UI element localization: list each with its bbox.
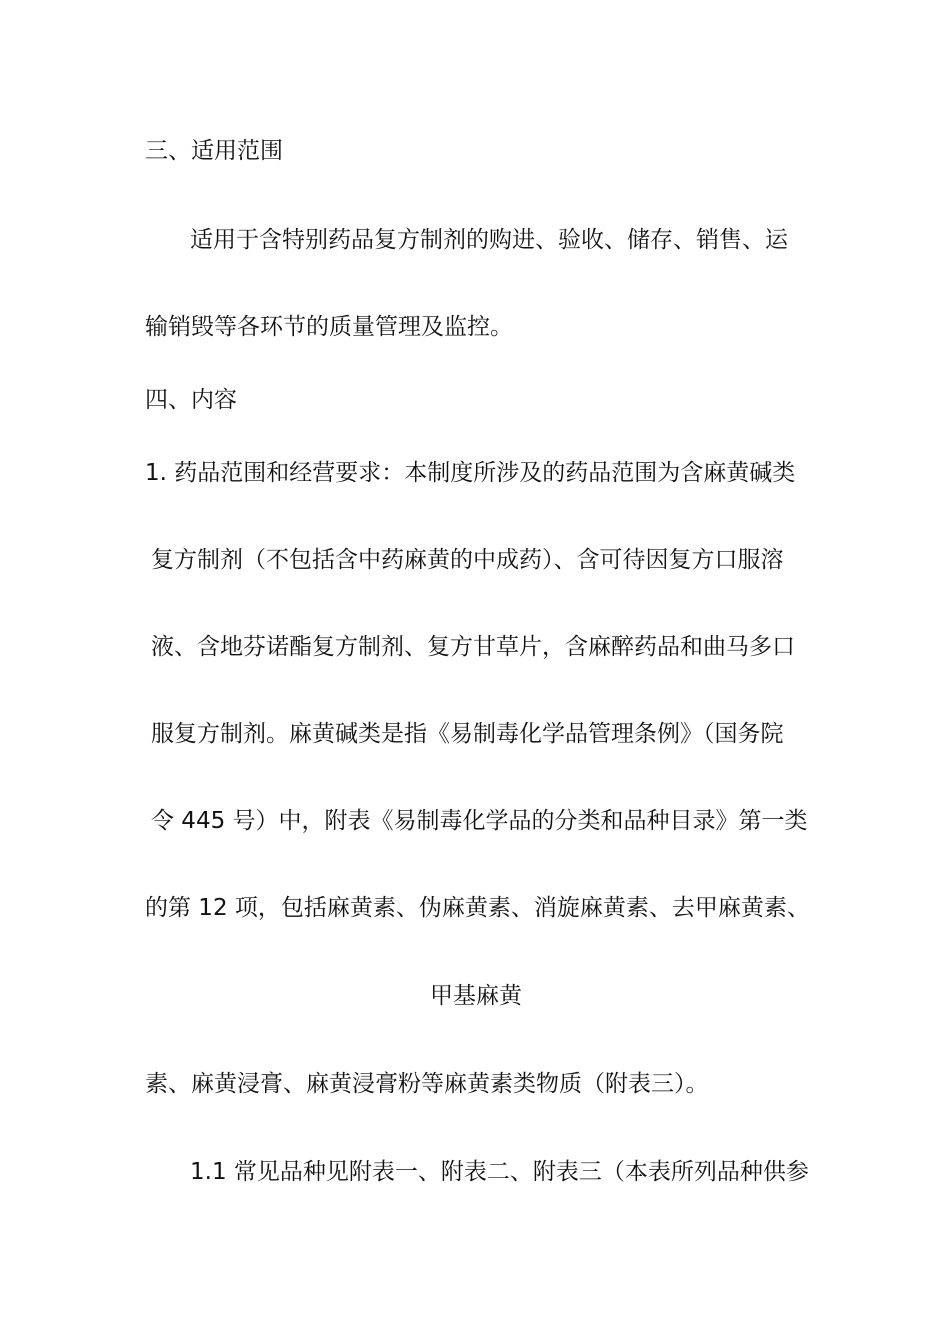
- item-1-line-8: 素、麻黄浸膏、麻黄浸膏粉等麻黄素类物质（附表三）。: [145, 1071, 709, 1097]
- item-1-line-4: 服复方制剂。麻黄碱类是指《易制毒化学品管理条例》（国务院: [151, 721, 784, 747]
- item-1-1-line: 1.1 常见品种见附表一、附表二、附表三（本表所列品种供参: [190, 1159, 809, 1185]
- item-1-line-2: 复方制剂（不包括含中药麻黄的中成药）、含可待因复方口服溶: [151, 547, 784, 573]
- item-1-line-1: 1. 药品范围和经营要求：本制度所涉及的药品范围为含麻黄碱类: [145, 460, 796, 486]
- item-1-line-6: 的第 12 项，包括麻黄素、伪麻黄素、消旋麻黄素、去甲麻黄素、: [145, 895, 810, 921]
- section-4-heading: 四、内容: [145, 387, 237, 413]
- section-3-body-line-1: 适用于含特别药品复方制剂的购进、验收、储存、销售、运: [190, 227, 788, 253]
- item-1-line-5: 令 445 号）中，附表《易制毒化学品的分类和品种目录》第一类: [151, 808, 808, 834]
- section-3-heading: 三、适用范围: [145, 138, 283, 164]
- section-3-body-line-2: 输销毁等各环节的质量管理及监控。: [145, 314, 513, 340]
- item-1-line-3: 液、含地芬诺酯复方制剂、复方甘草片，含麻醉药品和曲马多口: [151, 634, 795, 660]
- item-1-line-7: 甲基麻黄: [430, 983, 522, 1009]
